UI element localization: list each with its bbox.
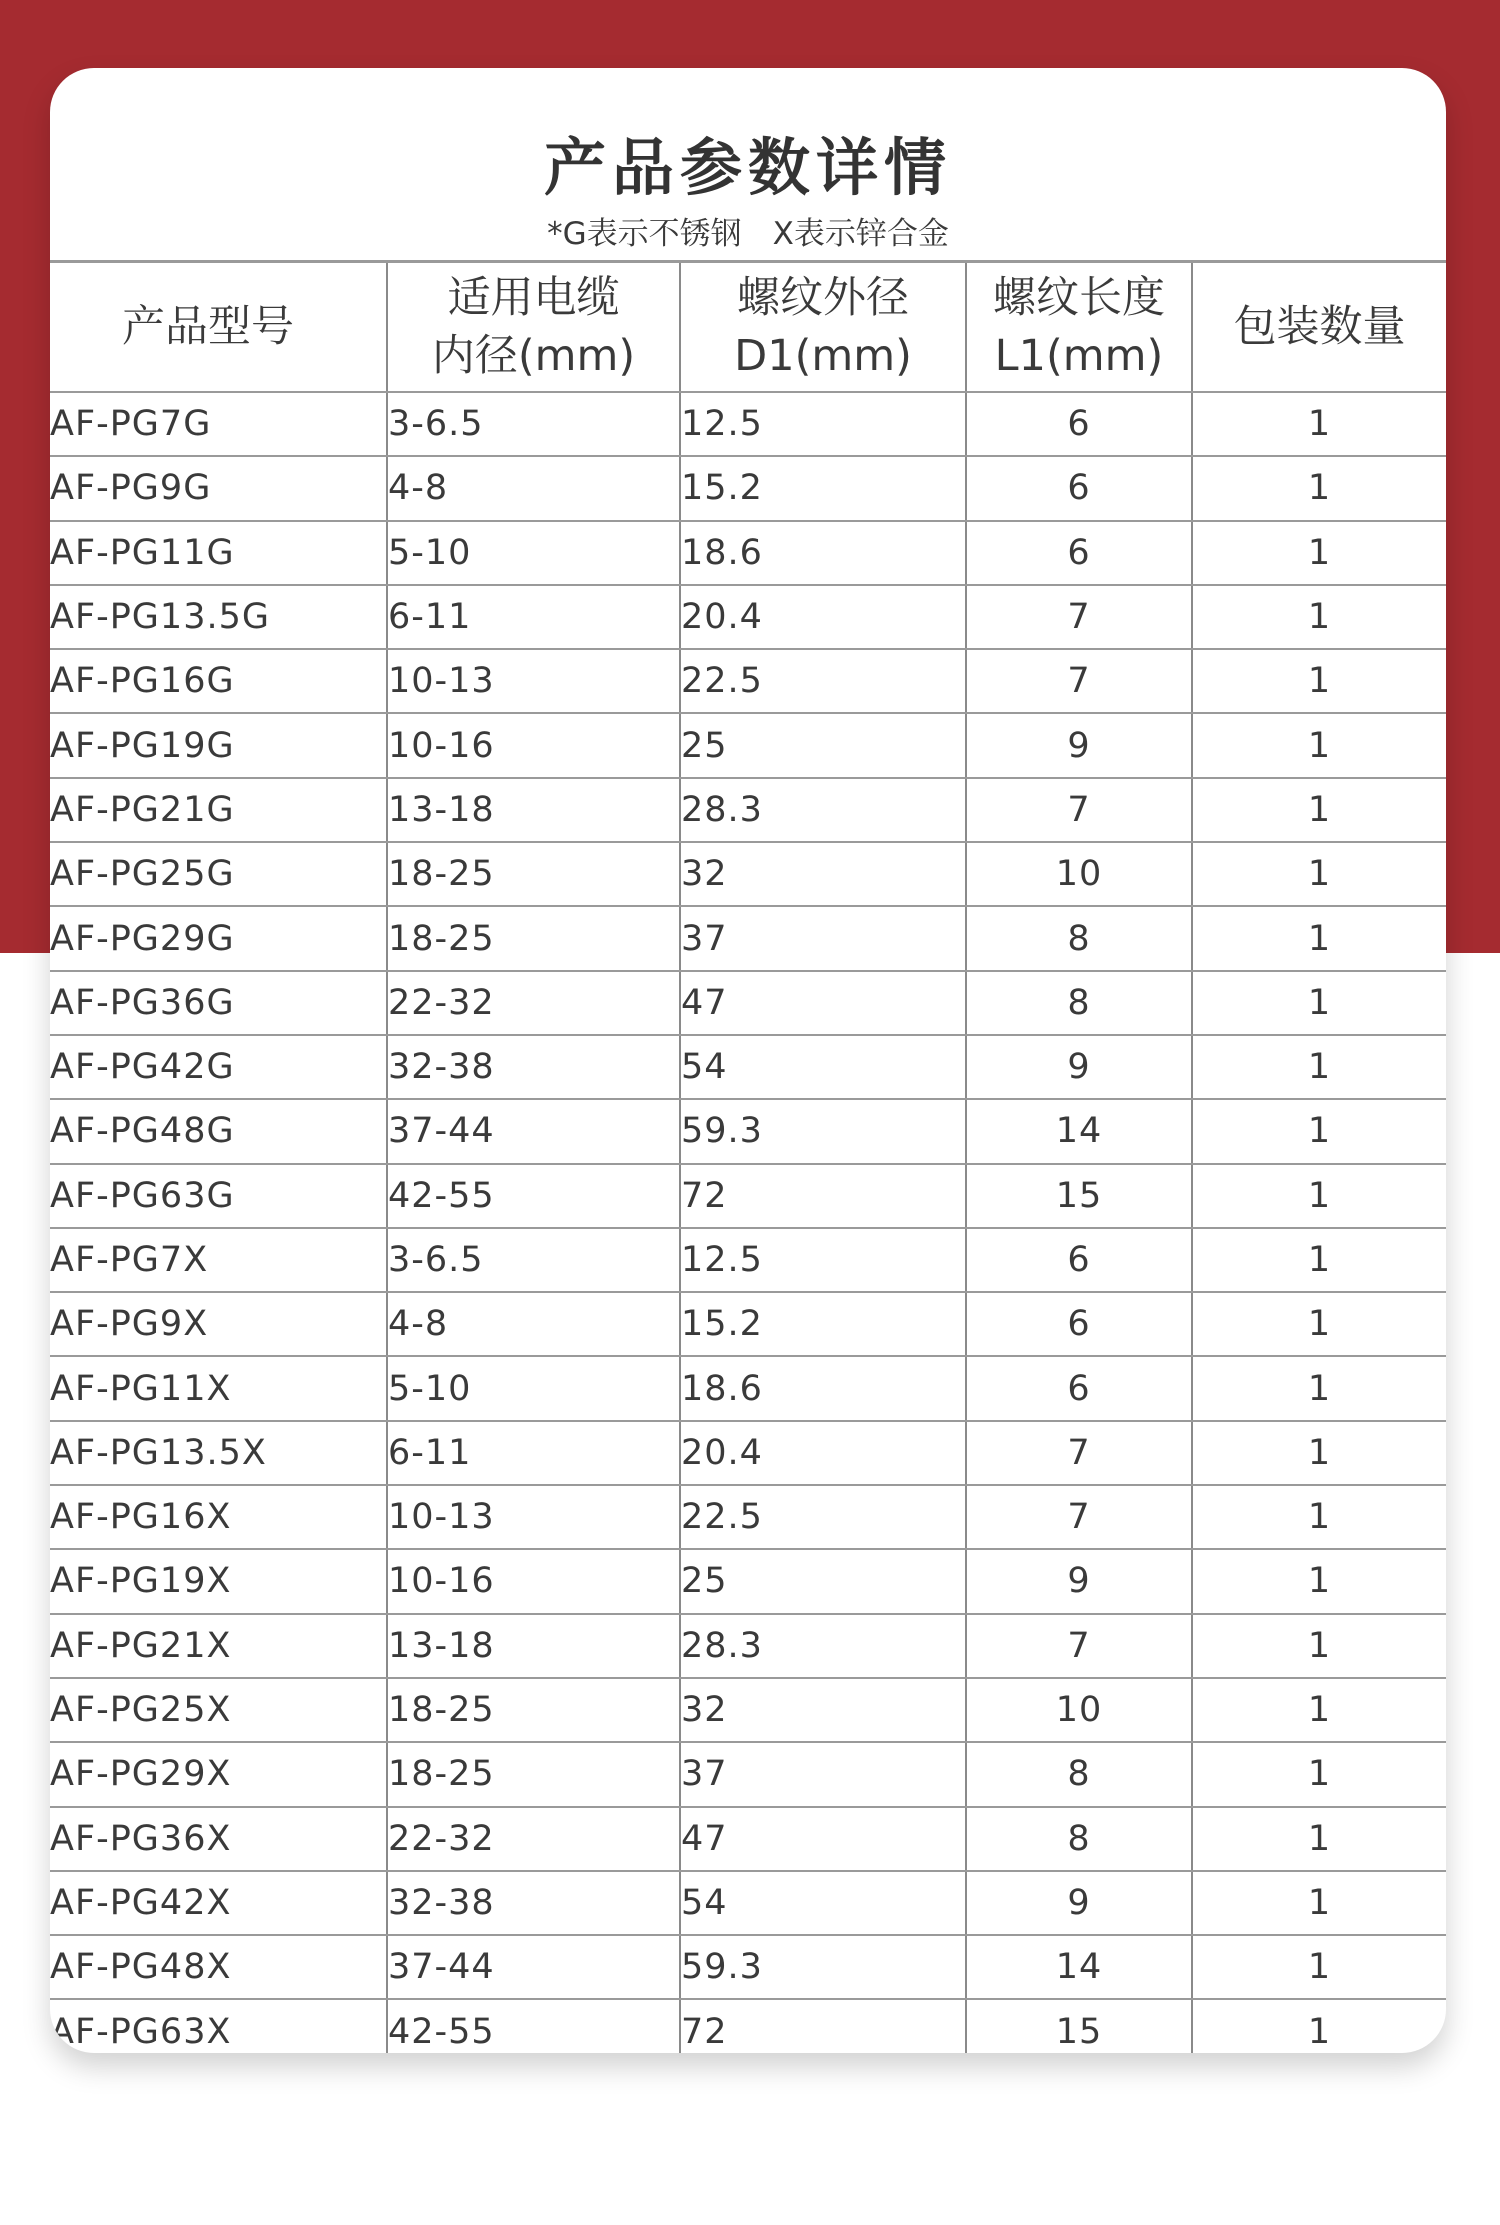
pack-quantity-cell: 1 — [1192, 1614, 1446, 1678]
thread-diameter-cell: 37 — [680, 906, 966, 970]
header-cable-diameter — [387, 262, 680, 393]
header-model — [50, 262, 387, 393]
thread-diameter-cell: 22.5 — [680, 649, 966, 713]
pack-quantity-cell: 1 — [1192, 392, 1446, 456]
header-thread-diameter-line2: D1(mm) — [734, 331, 912, 381]
thread-diameter-cell: 59.3 — [680, 1099, 966, 1163]
page-title: 产品参数详情 — [543, 131, 952, 204]
cable-diameter-cell: 18-25 — [387, 1742, 680, 1806]
table-row — [50, 1742, 1446, 1806]
table-row — [50, 1292, 1446, 1356]
model-cell: AF-PG63G — [50, 1164, 387, 1228]
pack-quantity-cell: 1 — [1192, 1292, 1446, 1356]
table-row — [50, 521, 1446, 585]
header-thread-diameter — [680, 262, 966, 393]
model-cell: AF-PG7X — [50, 1228, 387, 1292]
pack-quantity-cell: 1 — [1192, 1871, 1446, 1935]
header-thread-length — [966, 262, 1192, 393]
cable-diameter-cell: 18-25 — [387, 906, 680, 970]
thread-diameter-cell: 28.3 — [680, 778, 966, 842]
thread-diameter-cell: 15.2 — [680, 456, 966, 520]
thread-diameter-cell: 72 — [680, 1999, 966, 2053]
header-cable-diameter-line2: 内径(mm) — [431, 331, 636, 381]
table-row — [50, 649, 1446, 713]
model-cell: AF-PG7G — [50, 392, 387, 456]
header-thread-length-line1: 螺纹长度 — [993, 273, 1165, 323]
thread-length-cell: 6 — [966, 521, 1192, 585]
thread-diameter-cell: 15.2 — [680, 1292, 966, 1356]
cable-diameter-cell: 6-11 — [387, 1421, 680, 1485]
cable-diameter-cell: 18-25 — [387, 842, 680, 906]
thread-diameter-cell: 12.5 — [680, 392, 966, 456]
thread-length-cell: 6 — [966, 1356, 1192, 1420]
thread-length-cell: 7 — [966, 1614, 1192, 1678]
table-row — [50, 1164, 1446, 1228]
table-row — [50, 585, 1446, 649]
table-row — [50, 1807, 1446, 1871]
cable-diameter-cell: 3-6.5 — [387, 1228, 680, 1292]
thread-length-cell: 10 — [966, 1678, 1192, 1742]
thread-length-cell: 7 — [966, 649, 1192, 713]
thread-length-cell: 9 — [966, 1549, 1192, 1613]
table-row — [50, 1999, 1446, 2053]
table-row — [50, 392, 1446, 456]
cable-diameter-cell: 32-38 — [387, 1035, 680, 1099]
pack-quantity-cell: 1 — [1192, 1549, 1446, 1613]
spec-card — [50, 68, 1446, 2053]
header-model-label: 产品型号 — [122, 302, 294, 352]
model-cell: AF-PG48G — [50, 1099, 387, 1163]
header-row — [50, 262, 1446, 393]
thread-diameter-cell: 32 — [680, 1678, 966, 1742]
thread-diameter-cell: 54 — [680, 1035, 966, 1099]
header-thread-length-line2: L1(mm) — [994, 331, 1164, 381]
pack-quantity-cell: 1 — [1192, 778, 1446, 842]
thread-length-cell: 15 — [966, 1999, 1192, 2053]
pack-quantity-cell: 1 — [1192, 1742, 1446, 1806]
thread-diameter-cell: 28.3 — [680, 1614, 966, 1678]
model-cell: AF-PG13.5G — [50, 585, 387, 649]
pack-quantity-cell: 1 — [1192, 713, 1446, 777]
spec-table — [50, 260, 1446, 2053]
cable-diameter-cell: 10-16 — [387, 713, 680, 777]
pack-quantity-cell: 1 — [1192, 842, 1446, 906]
model-cell: AF-PG13.5X — [50, 1421, 387, 1485]
header-pack-quantity-label: 包装数量 — [1233, 302, 1406, 352]
cable-diameter-cell: 13-18 — [387, 1614, 680, 1678]
pack-quantity-cell: 1 — [1192, 1678, 1446, 1742]
thread-diameter-cell: 22.5 — [680, 1485, 966, 1549]
pack-quantity-cell: 1 — [1192, 1356, 1446, 1420]
model-cell: AF-PG9X — [50, 1292, 387, 1356]
header-cable-diameter-line1: 适用电缆 — [447, 273, 620, 323]
model-cell: AF-PG42X — [50, 1871, 387, 1935]
cable-diameter-cell: 22-32 — [387, 1807, 680, 1871]
pack-quantity-cell: 1 — [1192, 1035, 1446, 1099]
model-cell: AF-PG21G — [50, 778, 387, 842]
table-row — [50, 971, 1446, 1035]
thread-diameter-cell: 59.3 — [680, 1935, 966, 1999]
thread-length-cell: 10 — [966, 842, 1192, 906]
pack-quantity-cell: 1 — [1192, 906, 1446, 970]
table-row — [50, 1356, 1446, 1420]
thread-diameter-cell: 47 — [680, 1807, 966, 1871]
thread-length-cell: 9 — [966, 1871, 1192, 1935]
table-row — [50, 1035, 1446, 1099]
cable-diameter-cell: 4-8 — [387, 1292, 680, 1356]
cable-diameter-cell: 18-25 — [387, 1678, 680, 1742]
thread-length-cell: 6 — [966, 1228, 1192, 1292]
cable-diameter-cell: 10-16 — [387, 1549, 680, 1613]
table-row — [50, 1678, 1446, 1742]
cable-diameter-cell: 3-6.5 — [387, 392, 680, 456]
model-cell: AF-PG36X — [50, 1807, 387, 1871]
table-row — [50, 1485, 1446, 1549]
header-pack-quantity — [1192, 262, 1446, 393]
thread-diameter-cell: 18.6 — [680, 521, 966, 585]
thread-length-cell: 15 — [966, 1164, 1192, 1228]
table-row — [50, 1614, 1446, 1678]
thread-length-cell: 6 — [966, 456, 1192, 520]
spec-table-body — [50, 392, 1446, 2053]
thread-length-cell: 14 — [966, 1935, 1192, 1999]
thread-length-cell: 7 — [966, 1485, 1192, 1549]
thread-length-cell: 14 — [966, 1099, 1192, 1163]
pack-quantity-cell: 1 — [1192, 456, 1446, 520]
cable-diameter-cell: 6-11 — [387, 585, 680, 649]
thread-length-cell: 8 — [966, 1807, 1192, 1871]
cable-diameter-cell: 13-18 — [387, 778, 680, 842]
model-cell: AF-PG19X — [50, 1549, 387, 1613]
cable-diameter-cell: 5-10 — [387, 521, 680, 585]
cable-diameter-cell: 42-55 — [387, 1999, 680, 2053]
header-thread-diameter-line1: 螺纹外径 — [737, 273, 909, 323]
model-cell: AF-PG16G — [50, 649, 387, 713]
pack-quantity-cell: 1 — [1192, 1807, 1446, 1871]
pack-quantity-cell: 1 — [1192, 1935, 1446, 1999]
model-cell: AF-PG11G — [50, 521, 387, 585]
model-cell: AF-PG9G — [50, 456, 387, 520]
model-cell: AF-PG63X — [50, 1999, 387, 2053]
table-row — [50, 842, 1446, 906]
cable-diameter-cell: 42-55 — [387, 1164, 680, 1228]
model-cell: AF-PG36G — [50, 971, 387, 1035]
thread-diameter-cell: 12.5 — [680, 1228, 966, 1292]
pack-quantity-cell: 1 — [1192, 1099, 1446, 1163]
model-cell: AF-PG25X — [50, 1678, 387, 1742]
thread-length-cell: 7 — [966, 778, 1192, 842]
pack-quantity-cell: 1 — [1192, 1228, 1446, 1292]
thread-length-cell: 6 — [966, 392, 1192, 456]
model-cell: AF-PG29X — [50, 1742, 387, 1806]
cable-diameter-cell: 5-10 — [387, 1356, 680, 1420]
table-row — [50, 1099, 1446, 1163]
table-row — [50, 778, 1446, 842]
cable-diameter-cell: 10-13 — [387, 1485, 680, 1549]
table-row — [50, 1549, 1446, 1613]
thread-length-cell: 6 — [966, 1292, 1192, 1356]
table-row — [50, 713, 1446, 777]
thread-diameter-cell: 25 — [680, 1549, 966, 1613]
model-cell: AF-PG19G — [50, 713, 387, 777]
thread-length-cell: 7 — [966, 1421, 1192, 1485]
thread-length-cell: 7 — [966, 585, 1192, 649]
thread-diameter-cell: 72 — [680, 1164, 966, 1228]
thread-length-cell: 8 — [966, 1742, 1192, 1806]
thread-length-cell: 9 — [966, 1035, 1192, 1099]
pack-quantity-cell: 1 — [1192, 585, 1446, 649]
pack-quantity-cell: 1 — [1192, 649, 1446, 713]
pack-quantity-cell: 1 — [1192, 521, 1446, 585]
pack-quantity-cell: 1 — [1192, 1421, 1446, 1485]
table-row — [50, 1871, 1446, 1935]
pack-quantity-cell: 1 — [1192, 971, 1446, 1035]
thread-diameter-cell: 54 — [680, 1871, 966, 1935]
pack-quantity-cell: 1 — [1192, 1999, 1446, 2053]
thread-length-cell: 8 — [966, 906, 1192, 970]
table-row — [50, 1935, 1446, 1999]
thread-length-cell: 9 — [966, 713, 1192, 777]
table-row — [50, 1421, 1446, 1485]
cable-diameter-cell: 37-44 — [387, 1099, 680, 1163]
cable-diameter-cell: 4-8 — [387, 456, 680, 520]
thread-diameter-cell: 20.4 — [680, 585, 966, 649]
pack-quantity-cell: 1 — [1192, 1485, 1446, 1549]
model-cell: AF-PG16X — [50, 1485, 387, 1549]
model-cell: AF-PG25G — [50, 842, 387, 906]
thread-diameter-cell: 20.4 — [680, 1421, 966, 1485]
pack-quantity-cell: 1 — [1192, 1164, 1446, 1228]
thread-diameter-cell: 32 — [680, 842, 966, 906]
thread-diameter-cell: 25 — [680, 713, 966, 777]
cable-diameter-cell: 37-44 — [387, 1935, 680, 1999]
cable-diameter-cell: 22-32 — [387, 971, 680, 1035]
thread-diameter-cell: 47 — [680, 971, 966, 1035]
table-row — [50, 906, 1446, 970]
table-row — [50, 1228, 1446, 1292]
cable-diameter-cell: 32-38 — [387, 1871, 680, 1935]
model-cell: AF-PG42G — [50, 1035, 387, 1099]
cable-diameter-cell: 10-13 — [387, 649, 680, 713]
thread-diameter-cell: 18.6 — [680, 1356, 966, 1420]
table-row — [50, 456, 1446, 520]
model-cell: AF-PG29G — [50, 906, 387, 970]
material-note: *G表示不锈钢 X表示锌合金 — [547, 216, 949, 252]
thread-diameter-cell: 37 — [680, 1742, 966, 1806]
model-cell: AF-PG21X — [50, 1614, 387, 1678]
thread-length-cell: 8 — [966, 971, 1192, 1035]
model-cell: AF-PG48X — [50, 1935, 387, 1999]
model-cell: AF-PG11X — [50, 1356, 387, 1420]
